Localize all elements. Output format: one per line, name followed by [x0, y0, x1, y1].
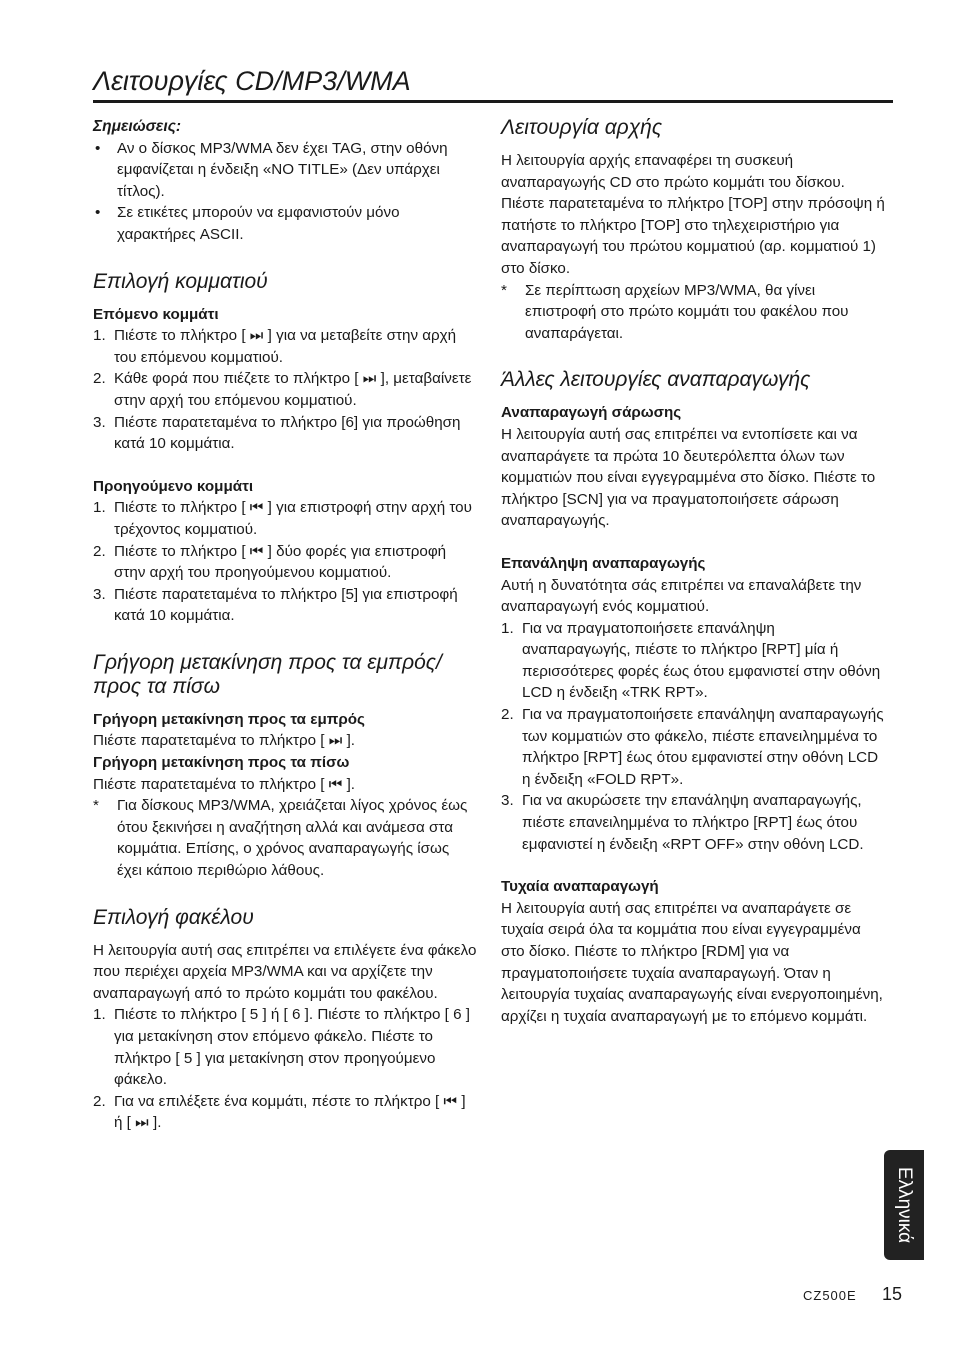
- asterisk-icon: *: [93, 797, 99, 815]
- repeat-step: 3. Για να ακυρώσετε την επανάληψη αναπαραγωγής, πιέστε επανειλημμένα το πλήκτρο [RPT] έως ότου εμφανιστεί η ένδειξη «RPT OFF» στην οθόνη LCD.: [501, 792, 864, 853]
- spacer: [501, 855, 886, 876]
- page-title: Λειτουργίες CD/MP3/WMA: [93, 66, 411, 96]
- random-text: Η λειτουργία αυτή σας επιτρέπει να αναπαράγετε σε τυχαία σειρά όλα τα κομμάτια που είναι εγγεγραμμένα στο δίσκο. Πιέστε το πλήκτρο [RDM] για να πραγματοποιήσετε τυχαία αναπαραγωγή. Όταν η λειτουργία τυχαίας αναπαραγωγής είναι ενεργοποιημένη, αρχίζει η τυχαία αναπαραγωγή με το επόμενο κομμάτι.: [501, 899, 883, 1025]
- fast-note: * Για δίσκους MP3/WMA, χρειάζεται λίγος χρόνος έως ότου ξεκινήσει η αναζήτηση αλλά και ανάμεσα στα κομμάτια. Επίσης, ο χρόνος αναπαραγωγής ίσως έχει κάποιο περιθώριο λάθους.: [93, 797, 468, 880]
- prev-step: 3. Πιέστε παρατεταμένα το πλήκτρο [5] για επιστροφή κατά 10 κομμάτια.: [93, 585, 458, 625]
- track-select-heading: Επιλογή κομματιού: [93, 269, 268, 293]
- notes-heading: Σημειώσεις:: [93, 118, 182, 135]
- left-column: [93, 116, 478, 1134]
- next-step: 2. Κάθε φορά που πιέζετε το πλήκτρο [ ⏭ ], μεταβαίνετε στην αρχή του επόμενου κομματιού.: [93, 370, 472, 409]
- folder-select-heading: Επιλογή φακέλου: [93, 905, 254, 929]
- folder-step: 1. Πιέστε το πλήκτρο [ 5 ] ή [ 6 ]. Πιέστε το πλήκτρο [ 6 ] για μετακίνηση στον επόμενο φάκελο. Πιέστε το πλήκτρο [ 5 ] για μετακίνηση στον προηγούμενο φάκελο.: [93, 1006, 470, 1089]
- asterisk-icon: *: [501, 281, 507, 299]
- top-function-text: Η λειτουργία αρχής επαναφέρει τη συσκευή αναπαραγωγής CD στο πρώτο κομμάτι του δίσκου. Πιέστε παρατεταμένα το πλήκτρο [TOP] στην πρόσοψη ή πατήστε το πλήκτρο [TOP] στο τηλεχειριστήριο για αναπαραγωγή του πρώτου κομματιού (αρ. κομματιού 1) στο δίσκο.: [501, 152, 885, 277]
- top-function-note: * Σε περίπτωση αρχείων MP3/WMA, θα γίνει επιστροφή στο πρώτο κομμάτι του φακέλου που αναπαράγεται.: [501, 281, 849, 342]
- folder-step: 2. Για να επιλέξετε ένα κομμάτι, πέστε το πλήκτρο [ ⏮ ] ή [ ⏭ ].: [93, 1092, 466, 1132]
- note-item: • Αν ο δίσκος MP3/WMA δεν έχει TAG, στην οθόνη εμφανίζεται η ένδειξη «NO TITLE» (Δεν υπάρχει τίτλος).: [95, 139, 448, 200]
- language-tab: [884, 1150, 924, 1260]
- note-item: • Σε ετικέτες μπορούν να εμφανιστούν μόνο χαρακτήρες ASCII.: [95, 204, 400, 243]
- fast-forward-text: Πιέστε παρατεταμένα το πλήκτρο [ ⏭ ].: [93, 732, 356, 750]
- fast-back-text: Πιέστε παρατεταμένα το πλήκτρο [ ⏮ ].: [93, 775, 356, 793]
- next-step: 3. Πιέστε παρατεταμένα το πλήκτρο [6] για προώθηση κατά 10 κομμάτια.: [93, 413, 461, 453]
- fast-move-heading: Γρήγορη μετακίνηση προς τα εμπρός/προς τα πίσω: [93, 650, 442, 698]
- fast-back-heading: Γρήγορη μετακίνηση προς τα πίσω: [93, 754, 350, 772]
- prev-track-heading: Προηγούμενο κομμάτι: [93, 477, 254, 495]
- spacer: [93, 455, 478, 476]
- prev-step: 2. Πιέστε το πλήκτρο [ ⏮ ] δύο φορές για επιστροφή στην αρχή του προηγούμενου κομματιού.: [93, 542, 447, 582]
- repeat-intro: Αυτή η δυνατότητα σάς επιτρέπει να επαναλάβετε την αναπαραγωγή ενός κομματιού.: [501, 576, 862, 616]
- fast-forward-heading: Γρήγορη μετακίνηση προς τα εμπρός: [93, 710, 365, 728]
- model-label: CZ500E: [803, 1288, 857, 1303]
- spacer: [501, 532, 886, 553]
- prev-step: 1. Πιέστε το πλήκτρο [ ⏮ ] για επιστροφή στην αρχή του τρέχοντος κομματιού.: [93, 499, 472, 538]
- repeat-heading: Επανάληψη αναπαραγωγής: [501, 554, 706, 572]
- page-number: 15: [882, 1284, 903, 1304]
- top-function-heading: Λειτουργία αρχής: [501, 116, 663, 139]
- next-step: 1. Πιέστε το πλήκτρο [ ⏭ ] για να μεταβείτε στην αρχή του επόμενου κομματιού.: [93, 327, 457, 366]
- other-functions-heading: Άλλες λειτουργίες αναπαραγωγής: [501, 368, 811, 392]
- scan-heading: Αναπαραγωγή σάρωσης: [501, 404, 682, 422]
- random-heading: Τυχαία αναπαραγωγή: [501, 878, 659, 896]
- language-tab-label: Ελληνικά: [894, 1166, 915, 1244]
- next-track-heading: Επόμενο κομμάτι: [93, 305, 219, 323]
- folder-intro: Η λειτουργία αυτή σας επιτρέπει να επιλέγετε ένα φάκελο που περιέχει αρχεία MP3/WMA και να αρχίζετε την αναπαραγωγή από το πρώτο κομμάτι του φακέλου.: [93, 941, 477, 1002]
- bullet-icon: •: [95, 204, 101, 222]
- repeat-step: 1. Για να πραγματοποιήσετε επανάληψη αναπαραγωγής, πιέστε το πλήκτρο [RPT] μία ή περισσότερες φορές έως ότου εμφανιστεί στην οθόνη LCD η ένδειξη «TRK RPT».: [501, 619, 881, 702]
- repeat-step: 2. Για να πραγματοποιήσετε επανάληψη αναπαραγωγής των κομματιών στο φάκελο, πιέστε επανειλημμένα το πλήκτρο [RPT] έως ότου εμφανιστεί στην οθόνη LCD η ένδειξη «FOLD RPT».: [501, 706, 884, 788]
- scan-text: Η λειτουργία αυτή σας επιτρέπει να εντοπίσετε και να αναπαράγετε τα πρώτα 10 δευτερόλεπτα όλων των κομματιών που είναι εγγεγραμμένα στο δίσκο. Πιέστε το πλήκτρο [SCN] για να πραγματοποιήσετε σάρωση αναπαραγωγής.: [501, 425, 876, 530]
- bullet-icon: •: [95, 139, 101, 157]
- title-rule: [93, 100, 893, 103]
- right-column: [501, 116, 886, 1027]
